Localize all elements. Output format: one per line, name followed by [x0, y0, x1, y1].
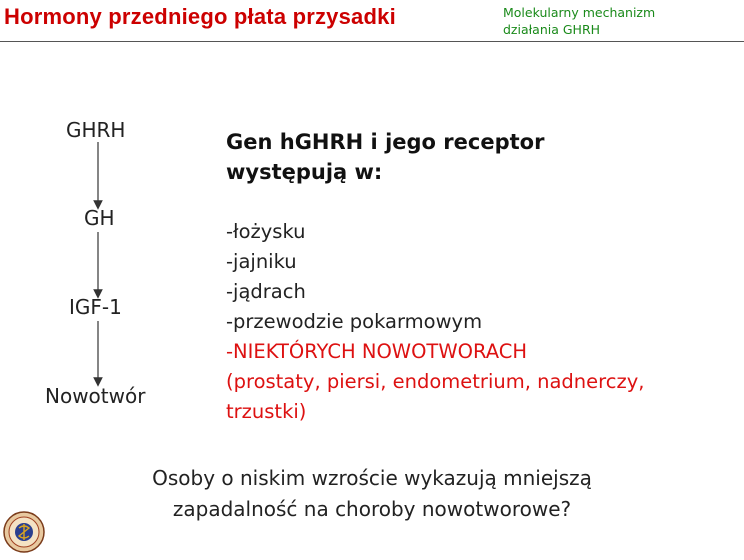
list-item: -jajniku: [226, 250, 297, 273]
list-item: -łożysku: [226, 220, 306, 243]
question-line: zapadalność na choroby nowotworowe?: [172, 497, 572, 521]
subtitle-line: działania GHRH: [503, 22, 601, 37]
list-item: -przewodzie pokarmowym: [226, 310, 483, 333]
flow-step-gh: GH: [84, 206, 115, 230]
question-line: Osoby o niskim wzroście wykazują mniejszą: [152, 466, 592, 490]
location-list: [226, 217, 644, 427]
closing-question: [0, 463, 744, 525]
flow-step-nowotwor: Nowotwór: [45, 384, 146, 408]
content-heading: [226, 127, 544, 187]
heading-line: występują w:: [226, 160, 383, 184]
highlight-detail: (prostaty, piersi, endometrium, nadnerczy,: [226, 370, 645, 393]
list-item: -jądrach: [226, 280, 306, 303]
heading-line: Gen hGHRH i jego receptor: [226, 130, 545, 154]
flow-step-ghrh: GHRH: [66, 118, 126, 142]
subtitle-line: Molekularny mechanizm: [503, 5, 656, 20]
slide-title: Hormony przedniego płata przysadki: [4, 4, 396, 29]
highlight-item: -NIEKTÓRYCH NOWOTWORACH: [226, 340, 527, 363]
flow-step-igf1: IGF-1: [69, 295, 122, 319]
highlight-detail: trzustki): [226, 400, 307, 423]
university-seal-logo: [2, 504, 46, 560]
